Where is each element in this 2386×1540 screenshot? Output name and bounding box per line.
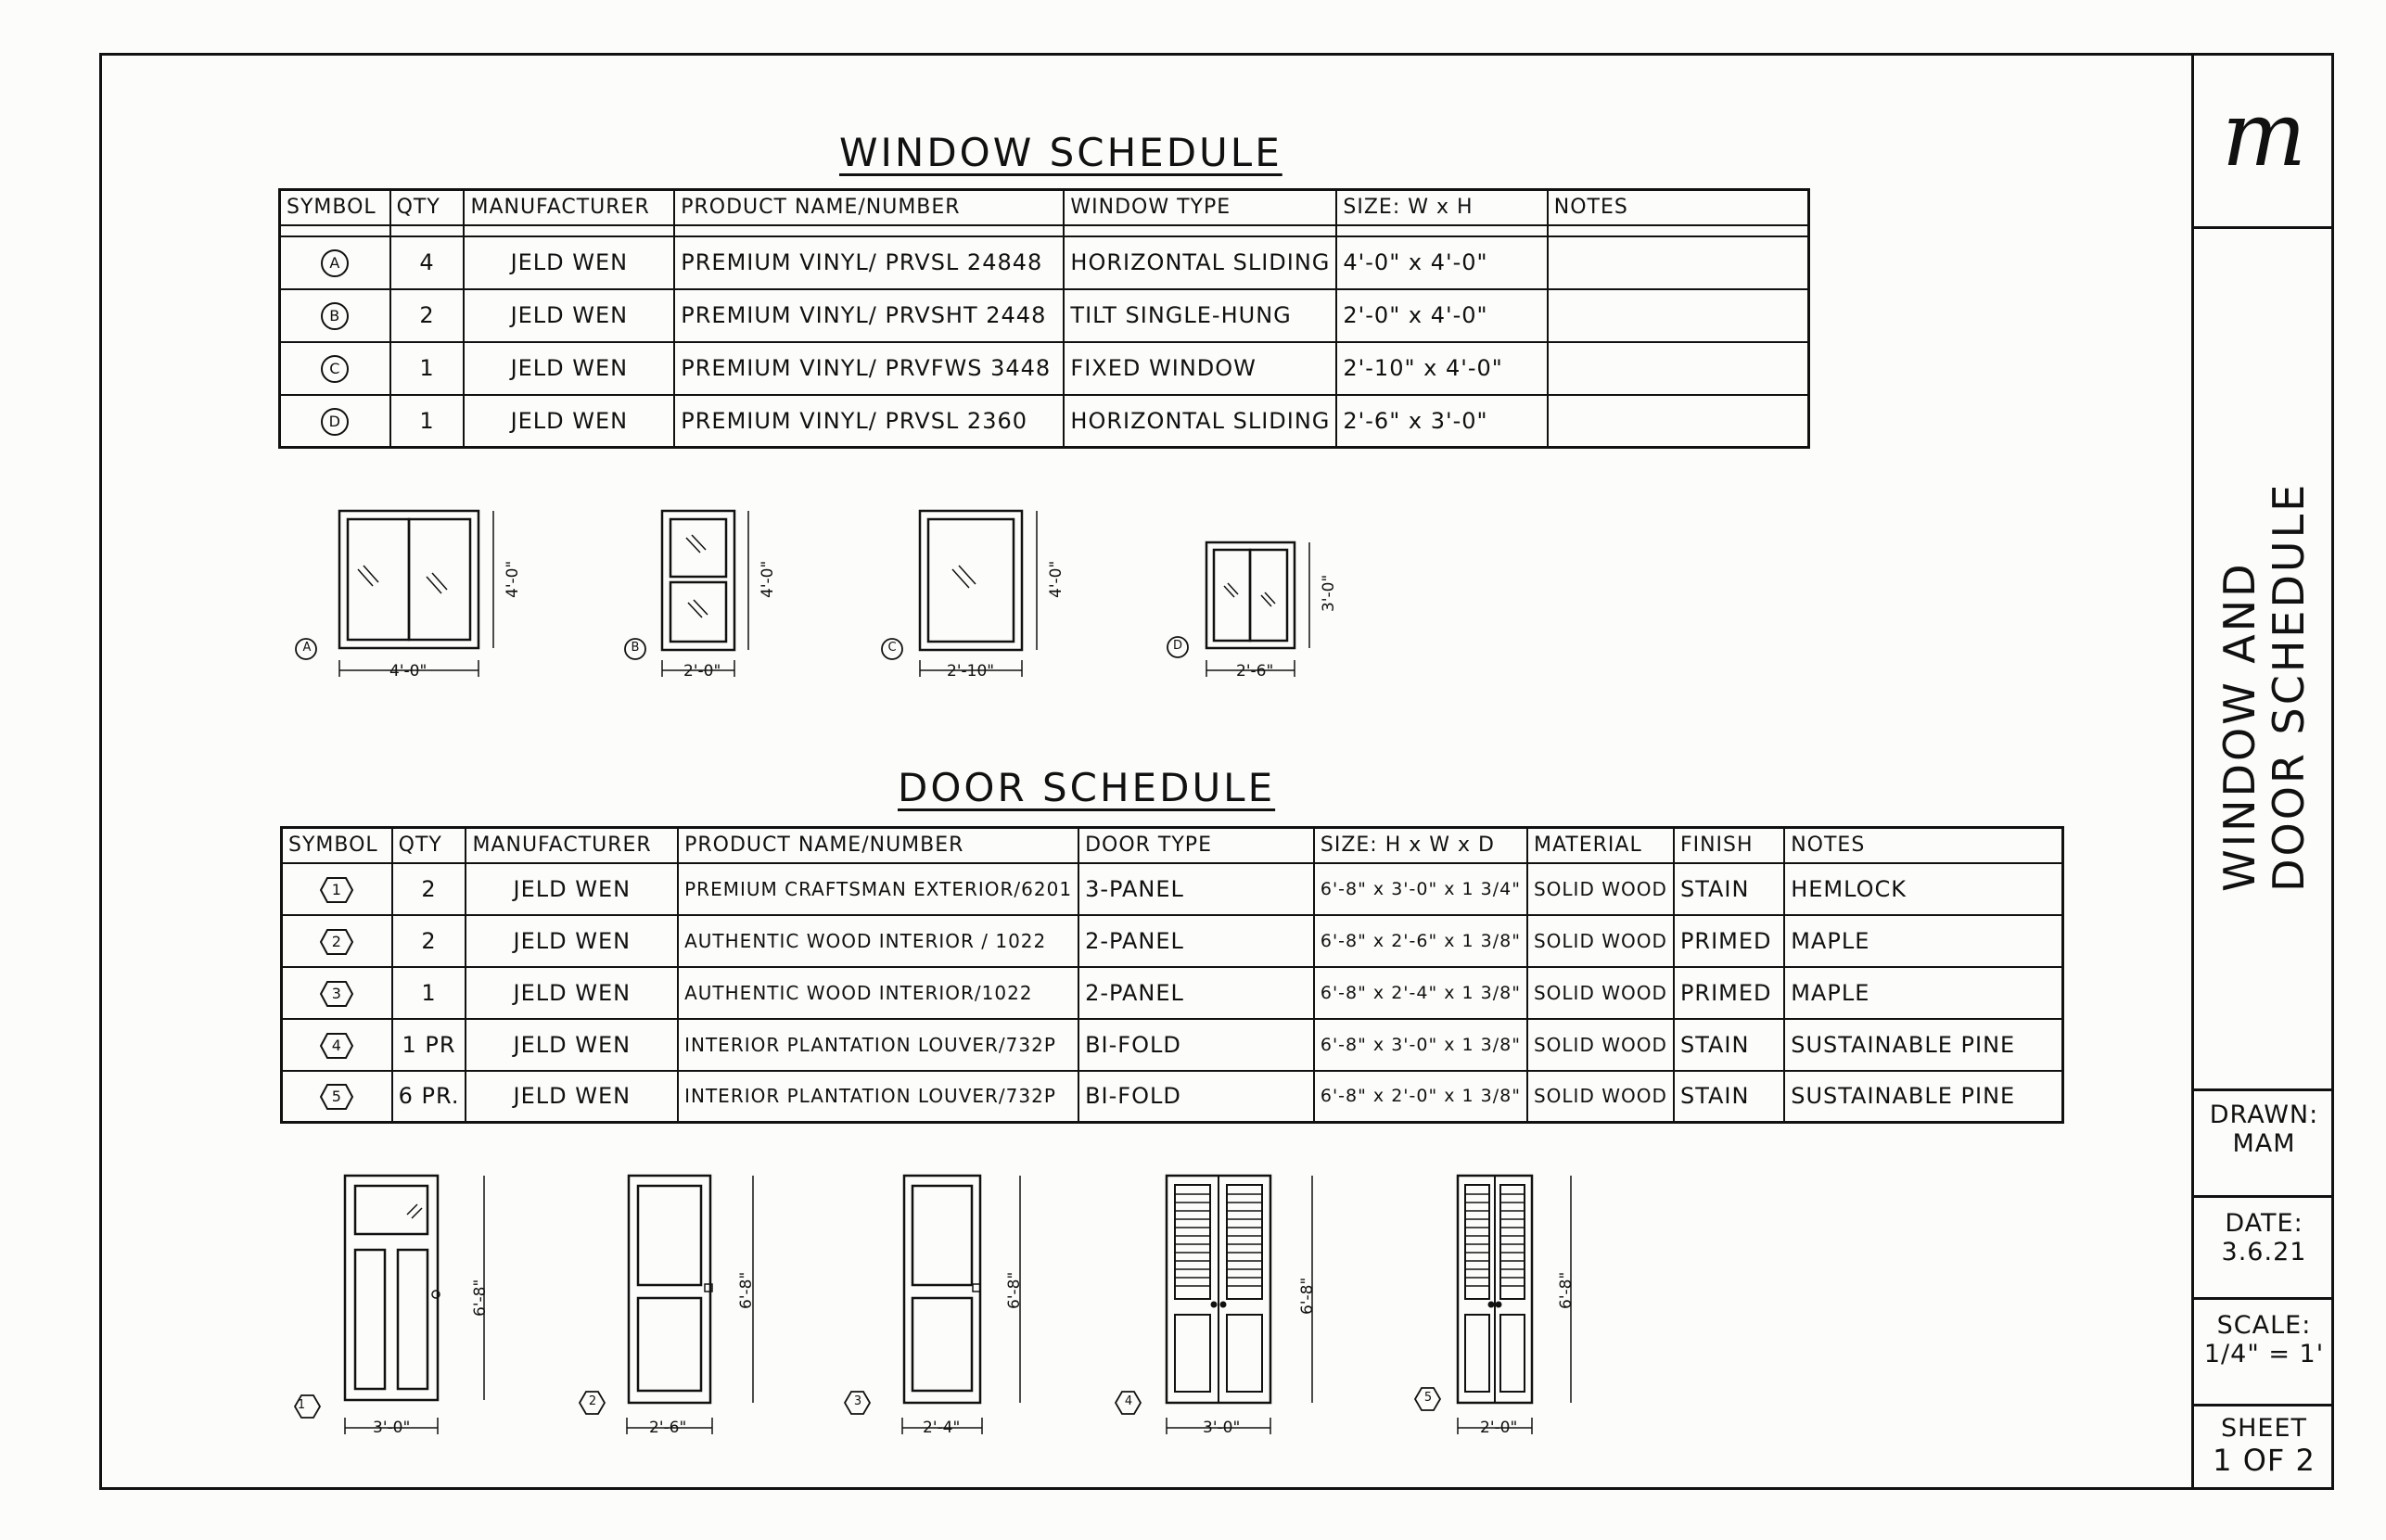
size-cell: 6'-8" x 2'-4" x 1 3/8"	[1314, 967, 1527, 1019]
door-symbol-tag: 1	[319, 876, 354, 904]
window-symbol-tag: B	[321, 302, 349, 330]
date-value: 3.6.21	[2221, 1238, 2307, 1266]
material-cell: SOLID WOOD	[1527, 967, 1674, 1019]
qty-cell: 6 PR.	[392, 1071, 466, 1123]
finish-cell: PRIMED	[1674, 915, 1784, 967]
scale-cell	[2194, 1300, 2334, 1406]
qty-cell: 1	[390, 395, 465, 448]
door-5-width-dim: 2'-0"	[1480, 1419, 1518, 1437]
door-3-width-dim: 2'-4"	[923, 1419, 961, 1437]
drawn-cell	[2194, 1091, 2334, 1198]
scale-value: 1/4" = 1'	[2203, 1340, 2325, 1368]
table-row	[280, 395, 1809, 448]
window-schedule-title: WINDOW SCHEDULE	[839, 130, 1282, 175]
column-header: SIZE: H x W x D	[1314, 828, 1527, 863]
notes-cell: SUSTAINABLE PINE	[1784, 1019, 2062, 1071]
door-4-tag: 4	[1124, 1394, 1133, 1408]
column-header: FINISH	[1674, 828, 1784, 863]
type-cell: BI-FOLD	[1078, 1019, 1314, 1071]
product-cell: PREMIUM VINYL/ PRVSL 2360	[674, 395, 1064, 448]
material-cell: SOLID WOOD	[1527, 863, 1674, 915]
window-c-tag: C	[887, 641, 897, 655]
size-cell: 6'-8" x 3'-0" x 1 3/8"	[1314, 1019, 1527, 1071]
window-c-elevation-icon	[882, 511, 1037, 677]
notes-cell: MAPLE	[1784, 967, 2062, 1019]
table-header-row	[282, 828, 2063, 863]
door-3-elevation-icon	[845, 1176, 1020, 1434]
table-row	[282, 1019, 2063, 1071]
door-4-elevation-icon	[1116, 1176, 1312, 1434]
column-header: NOTES	[1784, 828, 2062, 863]
window-d-elevation-icon	[1167, 542, 1309, 677]
door-schedule-title: DOOR SCHEDULE	[898, 765, 1276, 810]
window-a-elevation-icon	[296, 511, 493, 677]
door-1-tag: 1	[297, 1398, 306, 1412]
table-row	[282, 1071, 2063, 1123]
qty-cell: 2	[392, 915, 466, 967]
column-header: DOOR TYPE	[1078, 828, 1314, 863]
column-header: MANUFACTURER	[464, 190, 674, 225]
type-cell: HORIZONTAL SLIDING	[1064, 236, 1336, 289]
column-header: SIZE: W x H	[1336, 190, 1547, 225]
sheet-number-cell	[2194, 1406, 2334, 1487]
window-b-width-dim: 2'-0"	[683, 662, 721, 681]
sheet-number: 1 OF 2	[2213, 1443, 2316, 1478]
logo-mark: m	[2221, 83, 2307, 186]
symbol-cell	[282, 967, 392, 1019]
symbol-cell	[280, 342, 390, 395]
symbol-cell	[280, 395, 390, 448]
sheet-title-line-1: WINDOW AND	[2214, 561, 2265, 892]
table-row	[282, 915, 2063, 967]
column-header: MATERIAL	[1527, 828, 1674, 863]
title-block	[2191, 53, 2334, 1490]
product-cell: PREMIUM VINYL/ PRVFWS 3448	[674, 342, 1064, 395]
product-cell: AUTHENTIC WOOD INTERIOR / 1022	[678, 915, 1078, 967]
column-header: QTY	[392, 828, 466, 863]
finish-cell: PRIMED	[1674, 967, 1784, 1019]
drawn-label: DRAWN:	[2209, 1101, 2319, 1129]
symbol-cell	[282, 915, 392, 967]
door-2-tag: 2	[588, 1394, 597, 1408]
manufacturer-cell: JELD WEN	[464, 289, 674, 342]
door-3-tag: 3	[853, 1394, 862, 1408]
window-d-height-dim: 3'-0"	[1320, 574, 1338, 612]
door-5-tag: 5	[1423, 1391, 1433, 1405]
date-label: DATE:	[2225, 1209, 2303, 1238]
door-1-elevation-icon	[295, 1176, 484, 1434]
finish-cell: STAIN	[1674, 863, 1784, 915]
notes-cell: HEMLOCK	[1784, 863, 2062, 915]
door-3-height-dim: 6'-8"	[1005, 1271, 1024, 1309]
qty-cell: 1	[392, 967, 466, 1019]
manufacturer-cell: JELD WEN	[466, 863, 678, 915]
size-cell: 6'-8" x 2'-6" x 1 3/8"	[1314, 915, 1527, 967]
door-symbol-tag: 4	[319, 1032, 354, 1060]
window-b-height-dim: 4'-0"	[759, 560, 777, 598]
symbol-cell	[280, 236, 390, 289]
scale-label: SCALE:	[2216, 1311, 2312, 1340]
size-cell: 2'-6" x 3'-0"	[1336, 395, 1547, 448]
table-row	[280, 289, 1809, 342]
type-cell: 3-PANEL	[1078, 863, 1314, 915]
sheet-title	[2215, 428, 2314, 892]
column-header: SYMBOL	[282, 828, 392, 863]
notes-cell: SUSTAINABLE PINE	[1784, 1071, 2062, 1123]
door-2-elevation-icon	[580, 1176, 753, 1434]
door-1-height-dim: 6'-8"	[471, 1279, 490, 1317]
qty-cell: 2	[390, 289, 465, 342]
size-cell: 2'-10" x 4'-0"	[1336, 342, 1547, 395]
notes-cell	[1548, 289, 1809, 342]
table-row	[282, 863, 2063, 915]
window-symbol-tag: C	[321, 355, 349, 383]
table-header-row	[280, 190, 1809, 225]
manufacturer-cell: JELD WEN	[466, 1019, 678, 1071]
date-cell	[2194, 1198, 2334, 1300]
type-cell: FIXED WINDOW	[1064, 342, 1336, 395]
type-cell: BI-FOLD	[1078, 1071, 1314, 1123]
window-schedule-table	[278, 188, 1810, 449]
symbol-cell	[282, 1019, 392, 1071]
window-a-width-dim: 4'-0"	[389, 662, 427, 681]
table-row	[280, 342, 1809, 395]
logo-cell	[2194, 53, 2334, 229]
door-2-height-dim: 6'-8"	[737, 1271, 756, 1309]
product-cell: AUTHENTIC WOOD INTERIOR/1022	[678, 967, 1078, 1019]
product-cell: INTERIOR PLANTATION LOUVER/732P	[678, 1019, 1078, 1071]
window-b-elevation-icon	[625, 511, 748, 677]
door-symbol-tag: 5	[319, 1083, 354, 1111]
symbol-cell	[280, 289, 390, 342]
finish-cell: STAIN	[1674, 1071, 1784, 1123]
manufacturer-cell: JELD WEN	[466, 1071, 678, 1123]
column-header: NOTES	[1548, 190, 1809, 225]
qty-cell: 1	[390, 342, 465, 395]
door-symbol-tag: 3	[319, 980, 354, 1008]
window-symbol-tag: D	[321, 408, 349, 436]
size-cell: 4'-0" x 4'-0"	[1336, 236, 1547, 289]
finish-cell: STAIN	[1674, 1019, 1784, 1071]
size-cell: 6'-8" x 2'-0" x 1 3/8"	[1314, 1071, 1527, 1123]
manufacturer-cell: JELD WEN	[466, 967, 678, 1019]
window-symbol-tag: A	[321, 249, 349, 277]
product-cell: PREMIUM VINYL/ PRVSL 24848	[674, 236, 1064, 289]
sheet-title-line-2: DOOR SCHEDULE	[2264, 481, 2314, 892]
window-a-height-dim: 4'-0"	[504, 560, 522, 598]
column-header: WINDOW TYPE	[1064, 190, 1336, 225]
size-cell: 2'-0" x 4'-0"	[1336, 289, 1547, 342]
symbol-cell	[282, 863, 392, 915]
notes-cell	[1548, 342, 1809, 395]
material-cell: SOLID WOOD	[1527, 1071, 1674, 1123]
column-header: MANUFACTURER	[466, 828, 678, 863]
window-d-tag: D	[1172, 639, 1182, 653]
notes-cell	[1548, 236, 1809, 289]
window-c-height-dim: 4'-0"	[1047, 560, 1065, 598]
material-cell: SOLID WOOD	[1527, 915, 1674, 967]
column-header: PRODUCT NAME/NUMBER	[674, 190, 1064, 225]
type-cell: 2-PANEL	[1078, 967, 1314, 1019]
column-header: PRODUCT NAME/NUMBER	[678, 828, 1078, 863]
door-1-width-dim: 3'-0"	[373, 1419, 411, 1437]
door-4-width-dim: 3'-0"	[1203, 1419, 1241, 1437]
table-row	[280, 236, 1809, 289]
spacer-row	[280, 225, 1809, 236]
manufacturer-cell: JELD WEN	[464, 236, 674, 289]
manufacturer-cell: JELD WEN	[464, 342, 674, 395]
drawn-value: MAM	[2232, 1129, 2296, 1158]
window-elevations-drawing	[278, 491, 1391, 705]
door-5-elevation-icon	[1415, 1176, 1571, 1434]
qty-cell: 1 PR	[392, 1019, 466, 1071]
column-header: QTY	[390, 190, 465, 225]
window-b-tag: B	[631, 641, 640, 655]
qty-cell: 4	[390, 236, 465, 289]
manufacturer-cell: JELD WEN	[466, 915, 678, 967]
notes-cell	[1548, 395, 1809, 448]
window-d-width-dim: 2'-6"	[1236, 662, 1274, 681]
type-cell: TILT SINGLE-HUNG	[1064, 289, 1336, 342]
door-schedule-table	[280, 826, 2064, 1124]
window-c-width-dim: 2'-10"	[947, 662, 995, 681]
manufacturer-cell: JELD WEN	[464, 395, 674, 448]
type-cell: 2-PANEL	[1078, 915, 1314, 967]
column-header: SYMBOL	[280, 190, 390, 225]
qty-cell: 2	[392, 863, 466, 915]
material-cell: SOLID WOOD	[1527, 1019, 1674, 1071]
size-cell: 6'-8" x 3'-0" x 1 3/4"	[1314, 863, 1527, 915]
symbol-cell	[282, 1071, 392, 1123]
door-symbol-tag: 2	[319, 928, 354, 956]
product-cell: PREMIUM VINYL/ PRVSHT 2448	[674, 289, 1064, 342]
sheet-title-cell	[2194, 229, 2334, 1091]
window-a-tag: A	[302, 641, 312, 655]
door-2-width-dim: 2'-6"	[649, 1419, 687, 1437]
notes-cell: MAPLE	[1784, 915, 2062, 967]
door-4-height-dim: 6'-8"	[1298, 1277, 1317, 1315]
sheet-label: SHEET	[2220, 1414, 2308, 1443]
door-5-height-dim: 6'-8"	[1557, 1271, 1576, 1309]
product-cell: PREMIUM CRAFTSMAN EXTERIOR/6201	[678, 863, 1078, 915]
product-cell: INTERIOR PLANTATION LOUVER/732P	[678, 1071, 1078, 1123]
type-cell: HORIZONTAL SLIDING	[1064, 395, 1336, 448]
table-row	[282, 967, 2063, 1019]
